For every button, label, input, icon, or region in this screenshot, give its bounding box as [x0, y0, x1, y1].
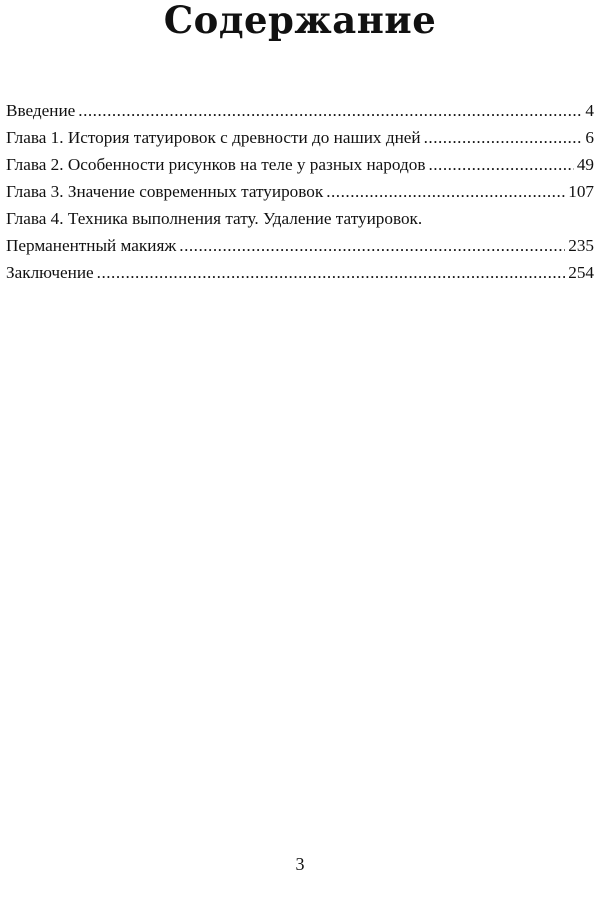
toc-entry-label: Введение: [6, 101, 76, 120]
toc-entry-label: Глава 2. Особенности рисунков на теле у разных народов: [6, 155, 426, 174]
toc-entry-chapter-4[interactable]: [6, 205, 594, 259]
toc-entry-label: Заключение: [6, 263, 94, 282]
toc-entry-page: 49: [576, 155, 594, 174]
toc-leader-dots: [424, 124, 583, 151]
toc-leader-dots: [428, 151, 573, 178]
toc-entry-label: Глава 3. Значение современных татуировок: [6, 182, 324, 201]
table-of-contents: [6, 97, 594, 286]
toc-entry-page: 235: [568, 236, 594, 255]
toc-entry-label-line-1: Глава 4. Техника выполнения тату. Удаление татуировок.: [6, 209, 423, 228]
toc-leader-dots: [78, 97, 582, 124]
toc-entry-conclusion[interactable]: [6, 259, 594, 286]
toc-entry-chapter-3[interactable]: [6, 178, 594, 205]
toc-entry-label-line-2: Перманентный макияж: [6, 236, 177, 255]
page-number: 3: [295, 854, 305, 874]
toc-entry-page: 107: [568, 182, 594, 201]
toc-leader-dots: [97, 259, 566, 286]
toc-entry-page: 6: [585, 128, 594, 147]
toc-entry-introduction[interactable]: [6, 97, 594, 124]
toc-entry-page: 4: [585, 101, 594, 120]
page-title: Содержание: [163, 0, 437, 42]
toc-entry-label: Глава 1. История татуировок с древности до наших дней: [6, 128, 421, 147]
toc-entry-chapter-2[interactable]: [6, 151, 594, 178]
toc-leader-dots: [326, 178, 565, 205]
toc-entry-page: 254: [568, 263, 594, 282]
toc-leader-dots: [179, 232, 565, 259]
toc-entry-chapter-1[interactable]: [6, 124, 594, 151]
